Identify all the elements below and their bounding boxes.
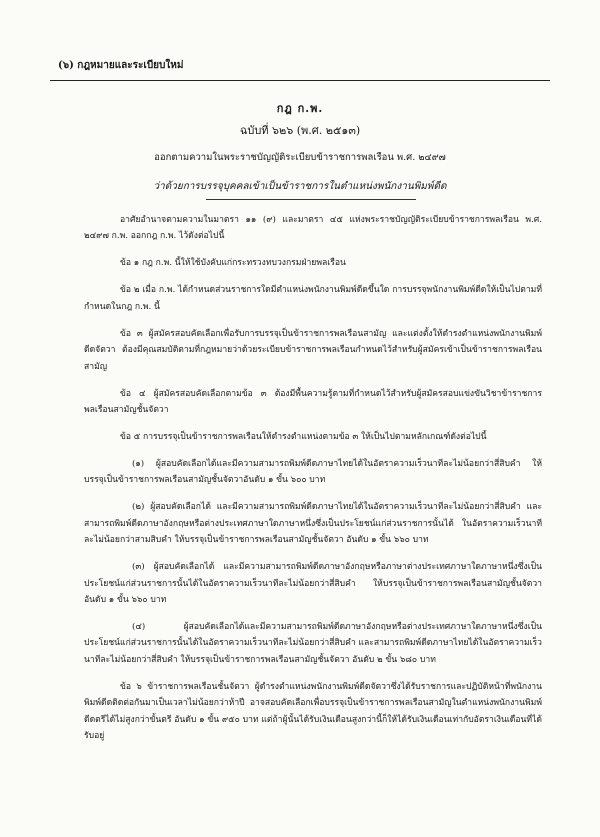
subject-rule [206,199,416,200]
document-body [84,212,542,755]
header-rule [50,80,550,81]
authority-line: ออกตามความในพระราชบัญญัติระเบียบข้าราชการพลเรือน พ.ศ. ๒๔๙๗ [154,152,446,163]
clause-5-item-4: (๔) ผู้สอบคัดเลือกได้และมีความสามารถพิมพ์ดีดภาษาอังกฤษหรือต่างประเทศภาษาใดภาษาหนึ่งซึ่งเป็นประโยชน์แก่ส่วนราชการนั้นได้ในอัตราความเร็วนาทีละไม่น้อยกว่าสี่สิบคำ และสามารถพิมพ์ดีดภาษาไทยได้ในอัตราความเร็วนาทีละไม่น้อยกว่าสี่สิบคำ ให้บรรจุเป็นข้าราชการพลเรือนสามัญชั้นจัตวา อันดับ ๒ ขั้น ๖๘๐ บาท [84,622,542,665]
subject-line: ว่าด้วยการบรรจุบุคคลเข้าเป็นข้าราชการในตำแหน่งพนักงานพิมพ์ดีด [153,181,447,192]
clause-5-item-2: (๒) ผู้สอบคัดเลือกได้ และมีความสามารถพิมพ์ดีดภาษาไทยได้ในอัตราความเร็วนาทีละไม่น้อยกว่าสี่สิบคำ และสามารถพิมพ์ดีดภาษาอังกฤษหรือต่างประเทศภาษาใดภาษาหนึ่งซึ่งเป็นประโยชน์แก่ส่วนราชการนั้นได้ ในอัตราความเร็วนาทีละไม่น้อยกว่าสามสิบคำ ให้บรรจุเป็นข้าราชการพลเรือนสามัญชั้นจัตวา อันดับ ๑ ขั้น ๖๖๐ บาท [84,502,542,546]
document-title: กฎ ก.พ. [276,102,324,115]
clause-2: ข้อ ๒ เมื่อ ก.พ. ได้กำหนดส่วนราชการใดมีตำแหน่งพนักงานพิมพ์ดีดขึ้นใด การบรรจุพนักงานพิมพ์ดีดให้เป็นไปตามที่กำหนดในกฎ ก.พ. นี้ [84,285,542,312]
document-number: ฉบับที่ ๖๒๖ (พ.ศ. ๒๕๑๓) [239,124,361,137]
running-header: (๖) กฎหมายและระเบียบใหม่ [58,60,184,71]
clause-3: ข้อ ๓ ผู้สมัครสอบคัดเลือกเพื่อรับการบรรจุเป็นข้าราชการพลเรือนสามัญ และแต่งตั้งให้ดำรงตำแหน่งพนักงานพิมพ์ดีดจัตวา ต้องมีคุณสมบัติตามที่กฎหมายว่าด้วยระเบียบข้าราชการพลเรือนกำหนดไว้สำหรับผู้สมัครเข้าเป็นข้าราชการพลเรือนสามัญ [84,328,542,372]
clause-5-item-1: (๑) ผู้สอบคัดเลือกได้และมีความสามารถพิมพ์ดีดภาษาไทยได้ในอัตราความเร็วนาทีละไม่น้อยกว่าสี่สิบคำ ให้บรรจุเป็นข้าราชการพลเรือนสามัญชั้นจัตวาอันดับ ๑ ขั้น ๖๐๐ บาท [84,459,542,486]
clause-4: ข้อ ๔ ผู้สมัครสอบคัดเลือกตามข้อ ๓ ต้องมีพื้นความรู้ตามที่กำหนดไว้สำหรับผู้สมัครสอบแข่งขันวิชาข้าราชการพลเรือนสามัญชั้นจัตวา [84,388,542,416]
preamble-paragraph: อาศัยอำนาจตามความในมาตรา ๑๑ (๙) และมาตรา ๔๕ แห่งพระราชบัญญัติระเบียบข้าราชการพลเรือน พ.ศ. ๒๔๙๗ ก.พ. ออกกฎ ก.พ. ไว้ดังต่อไปนี้ [84,215,542,242]
clause-5-item-3: (๓) ผู้สอบคัดเลือกได้ และมีความสามารถพิมพ์ดีดภาษาอังกฤษหรือภาษาต่างประเทศภาษาใดภาษาหนึ่งซึ่งเป็นประโยชน์แก่ส่วนราชการนั้นได้ในอัตราความเร็วนาทีละไม่น้อยกว่าสี่สิบคำ ให้บรรจุเป็นข้าราชการพลเรือนสามัญชั้นจัตวา อันดับ ๑ ขั้น ๖๖๐ บาท [84,562,542,606]
clause-1: ข้อ ๑ กฎ ก.พ. นี้ให้ใช้บังคับแก่กระทรวงทบวงกรมฝ่ายพลเรือน [120,258,346,269]
clause-6: ข้อ ๖ ข้าราชการพลเรือนชั้นจัตวา ผู้ดำรงตำแหน่งพนักงานพิมพ์ดีดจัตวาซึ่งได้รับราชการและปฏิบัติหน้าที่พนักงานพิมพ์ดีดติดต่อกันมาเป็นเวลาไม่น้อยกว่าห้าปี อาจสอบคัดเลือกเพื่อบรรจุเป็นข้าราชการพลเรือนสามัญในตำแหน่งพนักงานพิมพ์ดีดตรีได้ไม่สูงกว่าขั้นตรี อันดับ ๑ ขั้น ๙๕๐ บาท แต่ถ้าผู้นั้นได้รับเงินเดือนสูงกว่านี้ก็ให้ได้รับเงินเดือนเท่ากับอัตราเงินเดือนที่ได้รับอยู่ [84,681,542,742]
clause-5: ข้อ ๕ การบรรจุเป็นข้าราชการพลเรือนให้ดำรงตำแหน่งตามข้อ ๓ ให้เป็นไปตามหลักเกณฑ์ดังต่อไปนี้ [120,432,487,443]
